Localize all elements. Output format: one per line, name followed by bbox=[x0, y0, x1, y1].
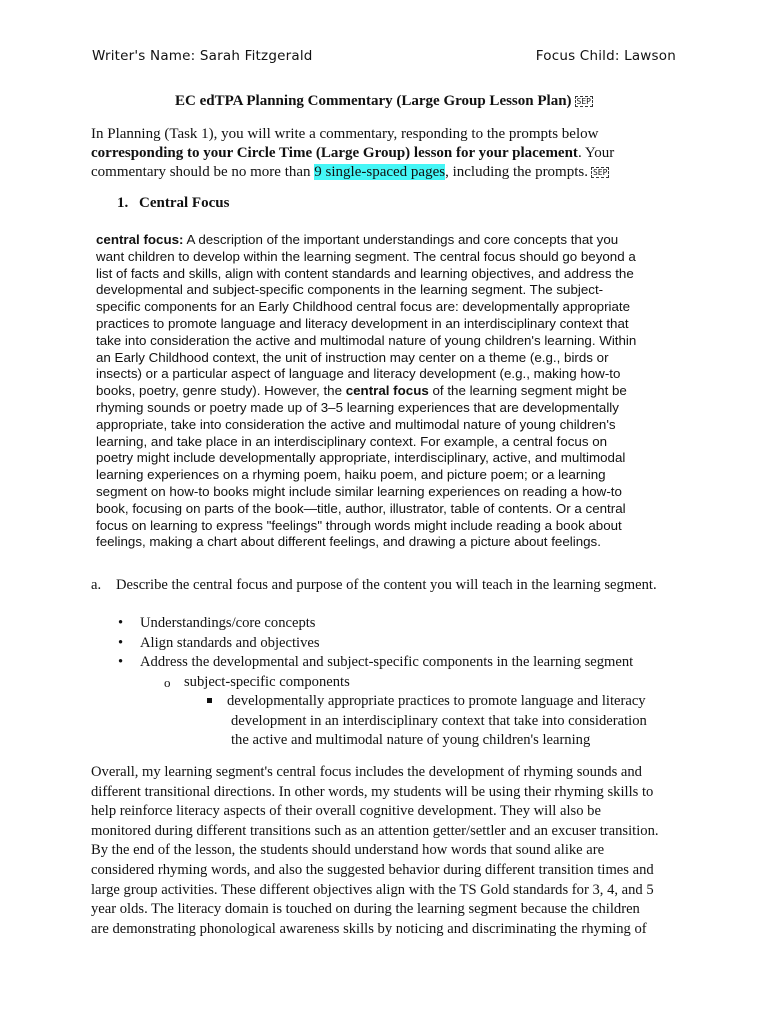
bullet-icon: • bbox=[118, 615, 124, 631]
prompt-text: Describe the central focus and purpose of the content you will teach in the learning segment. bbox=[116, 577, 657, 593]
definition-bold-term: central focus bbox=[345, 383, 429, 399]
intro-bold-text: corresponding to your Circle Time (Large Group) lesson for your placement bbox=[91, 145, 578, 161]
paragraph-line: large group activities. These different objectives align with the TS Gold standards for 3, 4, and 5 bbox=[91, 881, 654, 898]
highlighted-text: 9 single-spaced pages bbox=[314, 164, 446, 180]
sub-sub-list-text: developmentally appropriate practices to promote language and literacy bbox=[227, 693, 646, 709]
definition-line: focus on learning to express "feelings" through words might include reading a book about bbox=[96, 517, 622, 533]
prompt-letter: a. bbox=[91, 577, 102, 593]
paragraph-line: monitored during different transitions such as an attention getter/settler and an excuser transition. bbox=[91, 822, 659, 839]
bullet-icon: • bbox=[118, 654, 124, 670]
response-paragraph bbox=[91, 763, 681, 939]
sub-sub-list-text: the active and multimodal nature of young children's learning bbox=[231, 732, 591, 748]
paragraph-line: considered rhyming words, and also the suggested behavior during different transition times and bbox=[91, 861, 654, 878]
definition-line: learning experiences on a rhyming poem, haiku poem, and picture poem; or a learning bbox=[96, 467, 606, 483]
definition-line: segment on how-to books might include similar learning experiences on reading a how-to bbox=[96, 483, 622, 499]
list-item-text: Address the developmental and subject-specific components in the learning segment bbox=[140, 654, 634, 670]
definition-line: poetry might include developmentally appropriate, interdisciplinary, active, and multimodal bbox=[96, 450, 626, 466]
intro-text-4: , including the prompts. bbox=[445, 164, 588, 180]
section-number: 1. bbox=[117, 195, 129, 211]
paragraph-line: help reinforce literacy aspects of their overall cognitive development. They will also be bbox=[91, 803, 601, 820]
paragraph-line: Overall, my learning segment's central focus includes the development of rhyming sounds and bbox=[91, 764, 642, 780]
paragraph-line: By the end of the lesson, the students should understand how words that sound alike are bbox=[91, 842, 605, 859]
paragraph-line: year olds. The literacy domain is touched on during the learning segment because the children bbox=[91, 901, 640, 918]
definition-line: rhyming sounds or poetry made up of 3–5 learning experiences that are developmentally bbox=[96, 399, 619, 415]
page-header bbox=[92, 48, 676, 68]
definition-line: take into consideration the active and multimodal nature of young children's learning. Within bbox=[96, 332, 637, 348]
document-title bbox=[0, 93, 768, 110]
definition-line: want children to develop within the learning segment. The central focus should go beyond a bbox=[96, 248, 636, 264]
definition-line: learning, and take place in an interdisciplinary context. For example, a central focus on bbox=[96, 433, 608, 449]
paragraph-line: are demonstrating phonological awareness skills by noticing and discriminating the rhyming of bbox=[91, 920, 647, 937]
sub-sub-list-item bbox=[207, 692, 647, 751]
bullet-list bbox=[118, 614, 678, 751]
circle-bullet-icon: o bbox=[164, 674, 171, 690]
intro-text-1: In Planning (Task 1), you will write a commentary, responding to the prompts below bbox=[91, 126, 599, 142]
sub-sub-list-text: development in an interdisciplinary context that take into consideration bbox=[231, 712, 647, 729]
writer-name: Writer's Name: Sarah Fitzgerald bbox=[92, 48, 313, 64]
intro-paragraph bbox=[91, 125, 691, 182]
intro-text-3: commentary should be no more than bbox=[91, 164, 315, 180]
list-item bbox=[118, 653, 678, 673]
title-text: EC edTPA Planning Commentary (Large Group Lesson Plan) bbox=[174, 93, 572, 109]
definition-line: book, focusing on parts of the book—title, author, illustrator, table of contents. Or a central bbox=[96, 500, 626, 516]
definition-line: practices to promote language and literacy development in an interdisciplinary context that bbox=[96, 315, 629, 331]
section-title: Central Focus bbox=[139, 195, 230, 211]
sub-list-item-text: subject-specific components bbox=[184, 673, 350, 690]
sub-list-item bbox=[141, 673, 678, 693]
intro-text-2: . Your bbox=[577, 145, 615, 161]
definition-line: specific components for an Early Childhood central focus are: developmentally appropriate bbox=[96, 299, 631, 315]
paragraph-line: different transitional directions. In other words, my students will be using their rhyming skills to bbox=[91, 783, 654, 800]
definition-line: an Early Childhood context, the unit of instruction may center on a theme (e.g., birds or bbox=[96, 349, 609, 365]
list-item bbox=[118, 614, 678, 634]
definition-line: of the learning segment might be bbox=[428, 383, 627, 399]
square-bullet-icon bbox=[207, 698, 212, 703]
sep-glyph-icon: SEP bbox=[592, 168, 608, 178]
definition-line: insects) or a particular aspect of language and literacy development (e.g., making how-to bbox=[96, 366, 621, 382]
focus-child: Focus Child: Lawson bbox=[535, 48, 676, 64]
definition-line: feelings, making a chart about different feelings, and drawing a picture about feelings. bbox=[96, 534, 601, 550]
definition-label: central focus: bbox=[96, 232, 184, 247]
list-item-text: Align standards and objectives bbox=[140, 634, 320, 651]
sep-glyph-icon: SEP bbox=[576, 97, 591, 107]
definition-line: books, poetry, genre study). However, the bbox=[96, 383, 346, 399]
definition-line: list of facts and skills, align with content standards and learning objectives, and address the bbox=[96, 265, 634, 281]
definition-line: A description of the important understandings and core concepts that you bbox=[183, 232, 619, 247]
definition-line: appropriate, take into consideration the active and multimodal nature of young children's bbox=[96, 416, 616, 432]
central-focus-definition bbox=[96, 232, 676, 551]
bullet-icon: • bbox=[118, 634, 124, 651]
list-item-text: Understandings/core concepts bbox=[140, 615, 316, 631]
section-heading bbox=[117, 195, 229, 212]
definition-line: developmental and subject-specific components in the learning segment. The subject- bbox=[96, 282, 604, 298]
prompt-a bbox=[91, 577, 716, 594]
list-item bbox=[118, 634, 678, 654]
